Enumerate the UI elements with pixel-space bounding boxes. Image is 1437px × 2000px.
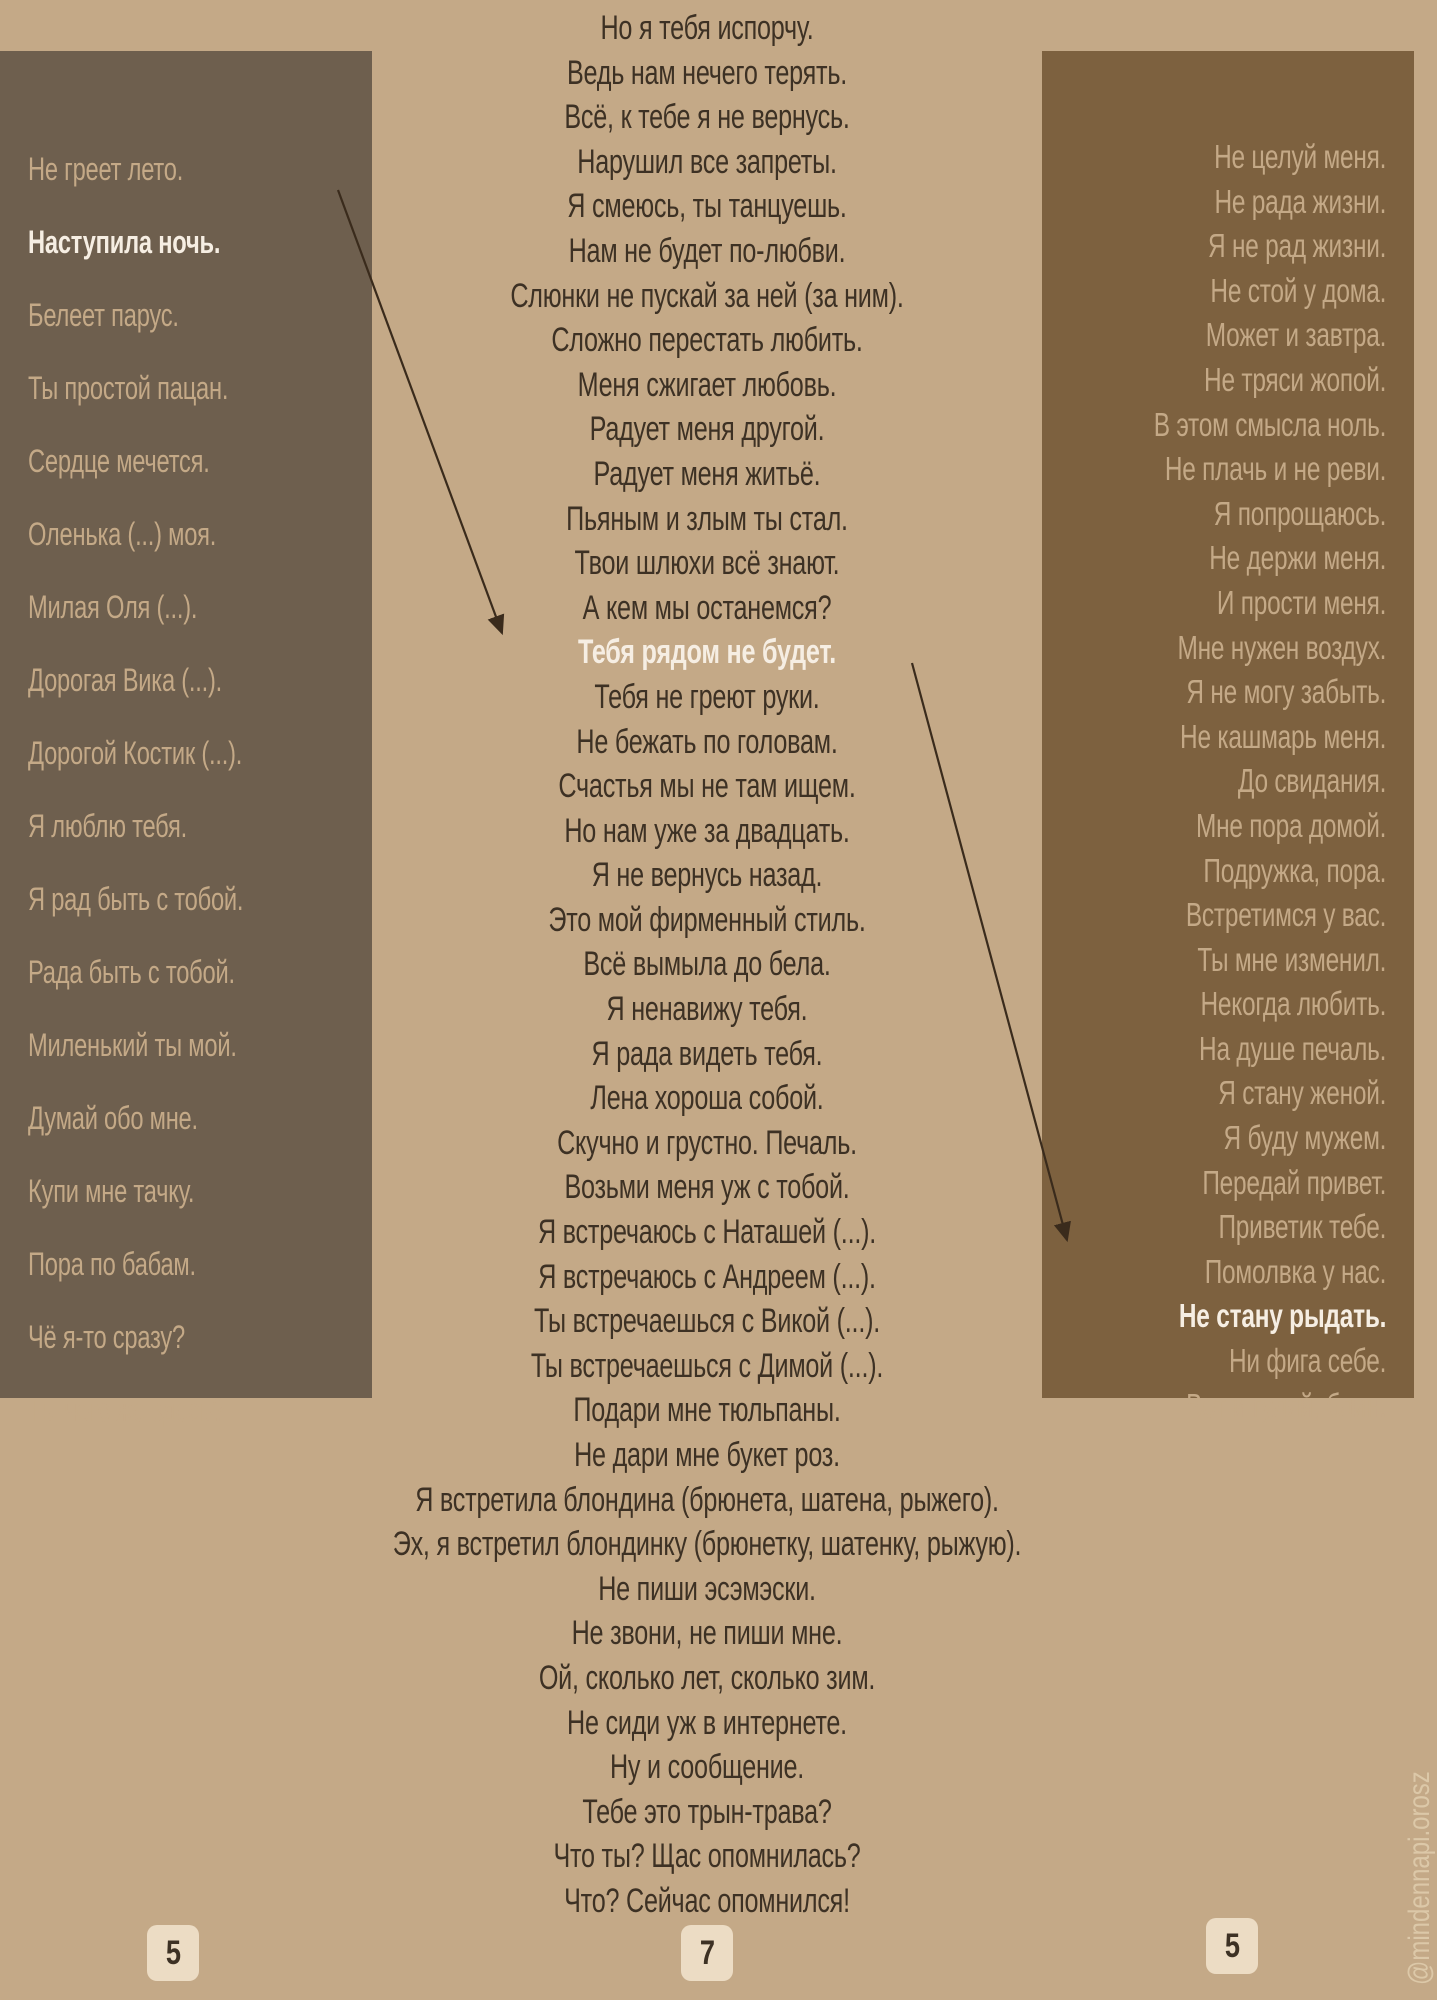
- phrase-line: Нам не будет по-любви.: [568, 231, 846, 270]
- phrase-line: Чё я-то сразу?: [28, 1319, 185, 1355]
- phrase-line: Подружка, пора.: [1203, 851, 1386, 889]
- phrase-line: Оленька (...) моя.: [28, 516, 217, 552]
- phrase-line: Приветик тебе.: [1218, 1208, 1386, 1246]
- phrase-line: А кем мы останемся?: [582, 588, 832, 627]
- phrase-line: Не греет лето.: [28, 151, 184, 187]
- phrase-line: Не звони, не пиши мне.: [571, 1614, 843, 1653]
- phrase-line: Меня сжигает любовь.: [577, 365, 837, 404]
- phrase-line: Это мой фирменный стиль.: [548, 900, 866, 939]
- phrase-line: И прости меня.: [1216, 583, 1386, 621]
- phrase-line: Ты встречаешься с Викой (...).: [533, 1302, 881, 1341]
- phrase-line: Я ненавижу тебя.: [606, 990, 808, 1029]
- phrase-line: Помолвка у нас.: [1204, 1252, 1386, 1290]
- phrase-line: Ой, сколько лет, сколько зим.: [538, 1658, 876, 1697]
- phrase-line: В этом смысла ноль.: [1153, 405, 1386, 443]
- phrase-line: Некогда любить.: [1200, 985, 1386, 1023]
- phrase-line: Я рада видеть тебя.: [591, 1034, 823, 1073]
- phrase-line: Пьяным и злым ты стал.: [566, 499, 848, 538]
- phrase-line: Тебе это трын-трава?: [582, 1792, 832, 1831]
- phrase-line: Ты чего же здесь?: [28, 1392, 225, 1428]
- center-phrase-list: [0, 6, 1414, 1924]
- phrase-line: Сердце мечется.: [28, 443, 210, 479]
- phrase-line: Не пиши эсэмэски.: [598, 1569, 816, 1608]
- phrase-line: Я встречаюсь с Андреем (...).: [538, 1257, 876, 1296]
- phrase-line: Ведь нам нечего терять.: [566, 53, 848, 92]
- count-badge-left: 5: [147, 1925, 199, 1981]
- phrase-line: Не кашмарь меня.: [1179, 717, 1386, 755]
- phrase-line: Нарушил все запреты.: [577, 142, 837, 181]
- phrase-line: Может и завтра.: [1205, 316, 1386, 354]
- highlighted-phrase: Тебя рядом не будет.: [577, 633, 837, 672]
- phrase-line: Рада быть с тобой.: [28, 954, 235, 990]
- phrase-line: Дорогая Вика (...).: [28, 662, 223, 698]
- phrase-line: Я стану женой.: [1218, 1074, 1386, 1112]
- phrase-line: Мне пора домой.: [1195, 806, 1386, 844]
- phrase-line: Миленький ты мой.: [28, 1027, 237, 1063]
- phrase-line: До свидания.: [1237, 762, 1386, 800]
- phrase-line: Встретимся у вас.: [1185, 896, 1386, 934]
- watermark: @mindennapi.orosz: [1403, 1771, 1436, 1985]
- phrase-line: Радует меня житьё.: [593, 454, 821, 493]
- phrase-line: Не плачь и не реви.: [1164, 450, 1386, 488]
- phrase-line: Ни фига себе.: [1228, 1342, 1386, 1380]
- phrase-line: Слюнки не пускай за ней (за ним).: [510, 276, 904, 315]
- phrase-line: Подари мне тюльпаны.: [573, 1391, 841, 1430]
- phrase-line: Но я тебя испорчу.: [600, 9, 814, 47]
- highlighted-phrase: Не стану рыдать.: [1178, 1297, 1386, 1335]
- count-badge-right: 5: [1206, 1918, 1258, 1974]
- phrase-line: Ты простой пацан.: [28, 370, 229, 406]
- phrase-line: Белеет парус.: [28, 297, 179, 333]
- phrase-line: Купи мне тачку.: [28, 1173, 195, 1209]
- phrase-line: Не тряси жопой.: [1203, 360, 1386, 398]
- phrase-line: Ну и сообщение.: [609, 1748, 805, 1787]
- phrase-line: Не сиди уж в интернете.: [567, 1703, 847, 1742]
- phrase-line: Эх, я встретил блондинку (брюнетку, шатенку, рыжую).: [392, 1525, 1022, 1564]
- phrase-line: Не дари мне букет роз.: [574, 1436, 840, 1474]
- phrase-line: Тебя не греют руки.: [594, 677, 820, 716]
- phrase-line: Передай привет.: [1202, 1163, 1386, 1201]
- phrase-line: Милая Оля (...).: [28, 589, 198, 625]
- phrase-line: Вот и гуляй, блин.: [1185, 1386, 1386, 1424]
- phrase-line: Я рад быть с тобой.: [28, 881, 244, 917]
- phrase-line: Ты мне изменил.: [1197, 940, 1386, 978]
- phrase-line: Мне нужен воздух.: [1177, 628, 1386, 666]
- phrase-line: Радует меня другой.: [589, 410, 825, 449]
- phrase-line: Что? Сейчас опомнился!: [564, 1881, 850, 1920]
- phrase-line: Всё, к тебе я не вернусь.: [564, 98, 850, 137]
- phrase-line: Не целуй меня.: [1213, 138, 1386, 175]
- phrase-line: Пора по бабам.: [28, 1246, 196, 1282]
- phrase-line: Возьми меня уж с тобой.: [564, 1168, 850, 1207]
- count-badge-center: 7: [681, 1925, 733, 1981]
- phrase-line: Думай обо мне.: [28, 1100, 198, 1136]
- phrase-line: Я не могу забыть.: [1186, 673, 1386, 711]
- phrase-line: Я не рад жизни.: [1207, 227, 1386, 265]
- phrase-line: Я не вернусь назад.: [591, 856, 823, 895]
- phrase-line: Я буду мужем.: [1223, 1119, 1386, 1157]
- phrase-line: Но нам уже за двадцать.: [564, 811, 850, 850]
- phrase-line: Я встретила блондина (брюнета, шатена, рыжего).: [415, 1480, 999, 1519]
- phrase-line: Я люблю тебя.: [28, 808, 187, 844]
- highlighted-phrase: Наступила ночь.: [28, 224, 221, 260]
- phrase-line: Я встречаюсь с Наташей (...).: [537, 1213, 877, 1252]
- phrase-line: Не держи меня.: [1209, 539, 1386, 577]
- phrase-line: На душе печаль.: [1198, 1029, 1386, 1067]
- phrase-line: Не рада жизни.: [1214, 182, 1386, 220]
- phrase-line: Ты встречаешься с Димой (...).: [530, 1346, 884, 1385]
- phrase-line: Дорогой Костик (...).: [28, 735, 243, 771]
- phrase-line: Лена хороша собой.: [590, 1079, 824, 1118]
- phrase-line: Счастья мы не там ищем.: [558, 767, 856, 806]
- phrase-line: Всё вымыла до бела.: [583, 945, 831, 984]
- phrase-line: Сложно перестать любить.: [551, 321, 863, 360]
- phrase-line: Скучно и грустно. Печаль.: [557, 1123, 857, 1162]
- phrase-line: Не стой у дома.: [1210, 271, 1386, 309]
- phrase-line: Я смеюсь, ты танцуешь.: [567, 187, 847, 226]
- phrase-line: Что ты? Щас опомнилась?: [553, 1837, 861, 1876]
- phrase-line: Твои шлюхи всё знают.: [574, 544, 840, 583]
- phrase-line: Я попрощаюсь.: [1213, 494, 1386, 532]
- phrase-line: Не бежать по головам.: [576, 722, 838, 761]
